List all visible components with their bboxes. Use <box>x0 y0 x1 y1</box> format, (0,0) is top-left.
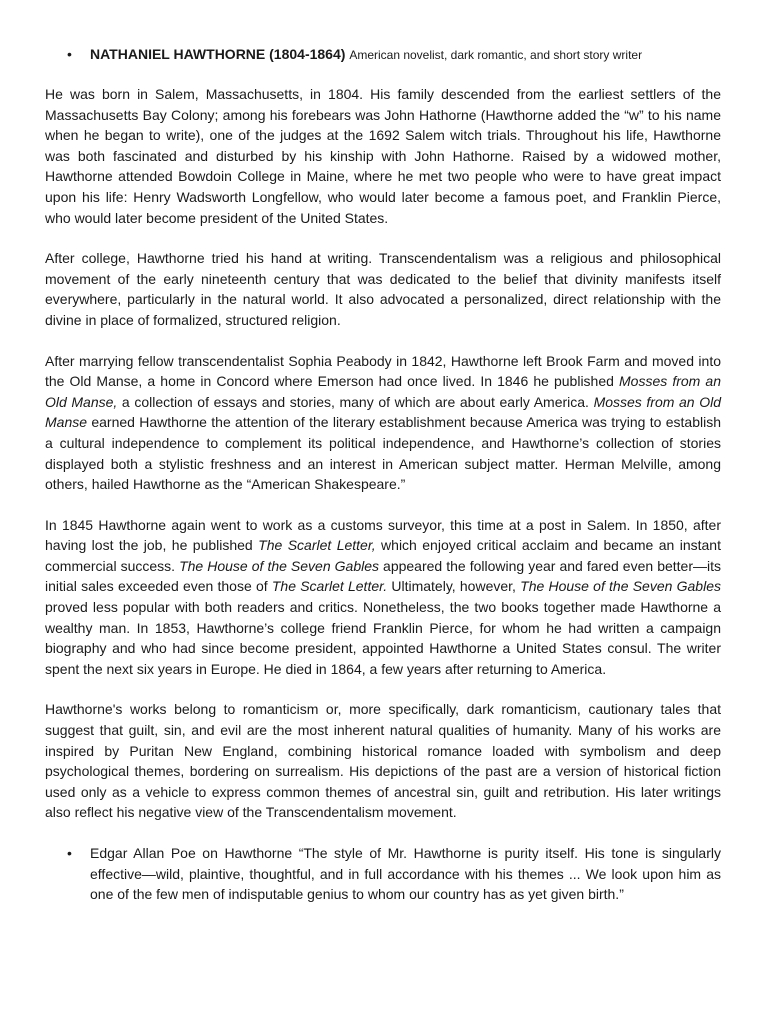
paragraph-works: Hawthorne's works belong to romanticism or, more specifically, dark romanticism, cautionary tales that suggest that guilt, sin, and evil are the most inherent natural qualities of humanity. Many of his works are inspired by Puritan New England, combining historical romance loaded with symbolism and deep psychological themes, bordering on surrealism. His depictions of the past are a version of historical fiction used only as a vehicle to express common themes of ancestral sin, guilt and retribution. His later writings also reflect his negative view of the Transcendentalism movement. <box>45 701 721 821</box>
bullet-icon: • <box>67 845 72 861</box>
text-span: a collection of essays and stories, many of which are about early America. <box>117 393 594 410</box>
heading-list-item <box>45 44 721 66</box>
text-span: appeared the following year and fared even better—its initial sales exceeded even those of <box>45 557 721 595</box>
book-title: The House of the Seven Gables <box>520 578 721 595</box>
text-span: which enjoyed critical acclaim and became an instant commercial success. <box>45 537 721 574</box>
bullet-icon: • <box>67 46 72 62</box>
paragraph-marriage <box>45 351 721 495</box>
quote-list-item <box>45 843 721 905</box>
book-title: Mosses from an Old Manse <box>45 393 721 431</box>
paragraph-college: After college, Hawthorne tried his hand at writing. Transcendentalism was a religious and philosophical movement of the early nineteenth century that was dedicated to the belief that divinity manifests itself everywhere, particularly in the natural world. It also advocated a personalized, direct relationship with the divine in place of formalized, structured religion. <box>45 250 721 328</box>
poe-quote: Edgar Allan Poe on Hawthorne “The style of Mr. Hawthorne is purity itself. His tone is singularly effective—wild, plaintive, thoughtful, and in full accordance with his themes ... We look upon him as one of the few men of indisputable genius to whom our country has as yet given birth.” <box>90 845 721 903</box>
paragraph-biography: He was born in Salem, Massachusetts, in 1804. His family descended from the earliest settlers of the Massachusetts Bay Colony; among his forebears was John Hathorne (Hawthorne added the “w” to his name when he began to write), one of the judges at the 1692 Salem witch trials. Throughout his life, Hawthorne was both fascinated and disturbed by his kinship with John Hathorne. Raised by a widowed mother, Hawthorne attended Bowdoin College in Maine, where he met two people who were to have great impact upon his life: Henry Wadsworth Longfellow, who would later become a famous poet, and Franklin Pierce, who would later become president of the United States. <box>45 86 721 226</box>
text-span: After marrying fellow transcendentalist Sophia Peabody in 1842, Hawthorne left Brook Farm and moved into the Old Manse, a home in Concord where Emerson had once lived. In 1846 he published <box>45 352 721 390</box>
heading-title: NATHANIEL HAWTHORNE (1804-1864) <box>90 46 346 62</box>
heading-line <box>90 44 642 66</box>
book-title: The Scarlet Letter, <box>258 537 376 554</box>
text-span: earned Hawthorne the attention of the literary establishment because America was trying to establish a cultural independence to complement its political independence, and Hawthorne’s collection of stories displayed both a stylistic freshness and an interest in American subject matter. Herman Melville, among others, hailed Hawthorne as the “American Shakespeare.” <box>45 414 721 493</box>
book-title: Mosses from an Old Manse, <box>45 373 721 410</box>
text-span: In 1845 Hawthorne again went to work as a customs surveyor, this time at a post in Salem. In 1850, after having lost the job, he published <box>45 516 721 554</box>
text-span: proved less popular with both readers and critics. Nonetheless, the two books together made Hawthorne a wealthy man. In 1853, Hawthorne’s college friend Franklin Pierce, for whom he had written a campaign biography and who had since become president, appointed Hawthorne a United States consul. The writer spent the next six years in Europe. He died in 1864, a few years after returning to America. <box>45 599 721 677</box>
book-title: The House of the Seven Gables <box>179 557 380 574</box>
book-title: The Scarlet Letter. <box>271 578 388 595</box>
heading-subtitle: American novelist, dark romantic, and short story writer <box>349 48 643 62</box>
paragraph-career <box>45 515 721 680</box>
text-span: Ultimately, however, <box>387 578 521 595</box>
